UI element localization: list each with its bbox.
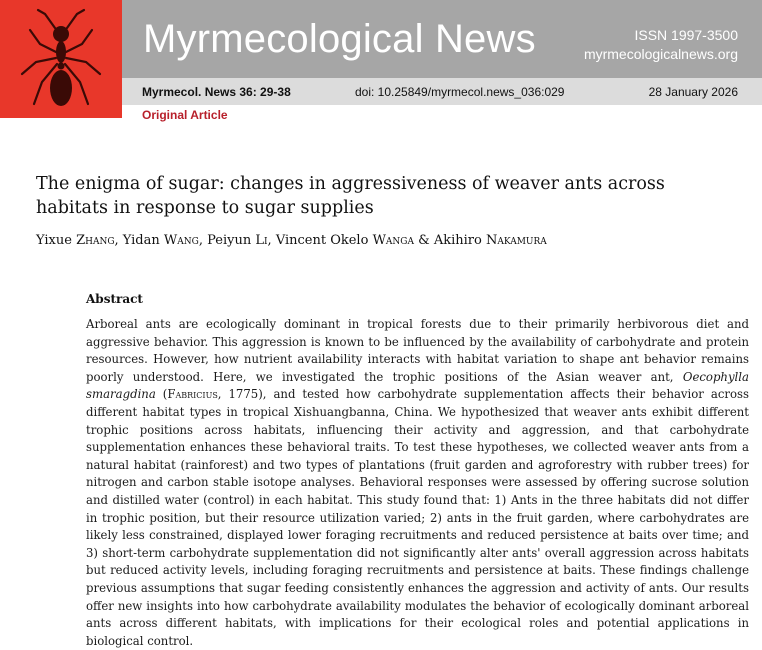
- article-title: The enigma of sugar: changes in aggressiveness of weaver ants across habitats in response to sugar supplies: [36, 174, 665, 218]
- issn: ISSN 1997-3500: [634, 27, 738, 43]
- author: Yidan Wang: [122, 233, 199, 248]
- author: Yixue Zhang: [36, 233, 115, 248]
- species-name: Oecophylla smaragdina: [86, 369, 749, 402]
- species-authority: Fabricius: [167, 387, 218, 402]
- abstract-heading: Abstract: [86, 292, 143, 306]
- author: Peiyun Li: [207, 233, 268, 248]
- journal-logo: [0, 0, 122, 118]
- author: Vincent Okelo Wanga: [275, 233, 414, 248]
- journal-name: Myrmecological News: [143, 17, 536, 61]
- author-list: Yixue Zhang, Yidan Wang, Peiyun Li, Vincent Okelo Wanga & Akihiro Nakamura: [36, 233, 547, 248]
- citation: Myrmecol. News 36: 29-38: [142, 85, 291, 99]
- article-type: Original Article: [142, 108, 228, 122]
- journal-website[interactable]: myrmecologicalnews.org: [583, 46, 738, 62]
- ant-logo-icon: [0, 0, 122, 118]
- citation-band: [122, 78, 762, 105]
- doi-link[interactable]: doi: 10.25849/myrmecol.news_036:029: [355, 85, 565, 99]
- abstract-text: Arboreal ants are ecologically dominant in tropical forests due to their primarily herbivorous diet and aggressive behavior. This aggression is known to be influenced by the availability of carbohydrate and protein resources. However, how nutrient availability interacts with habitat variation to shape ant behavior remains poorly understood. Here, we investigated the trophic positions of the Asian weaver ant, Oecophylla smaragdina (Fabricius, 1775), and tested how carbohydrate supplementation affects their behavior across different habitat types in tropical Xishuangbanna, China. We hypothesized that weaver ants exhibit different trophic positions across habitats, influencing their activity and aggression, and that carbohydrate supplementation enhances these behavioral traits. To test these hypotheses, we collected weaver ants from a natural habitat (rainforest) and two types of plantations (fruit garden and agroforestry with rubber trees) for nitrogen and carbon stable isotope analyses. Behavioral responses were assessed by offering sucrose solution and distilled water (control) in each habitat. This study found that: 1) Ants in the three habitats did not differ in trophic position, but their resource utilization varied; 2) ants in the fruit garden, where carbohydrates are likely less constrained, displayed lower foraging recruitments and reduced persistence at baits over time; and 3) short-term carbohydrate supplementation did not significantly alter ants' overall aggression across habitats but reduced activity levels, including foraging recruitments and persistence at baits. These findings challenge previous assumptions that sugar feeding consistently enhances the aggression and activity of ants. Our results offer new insights into how carbohydrate availability modulates the behavior of ecologically dominant arboreal ants across different habitats, with implications for their ecological roles and potential applications in biological control.: [86, 317, 749, 648]
- author: Akihiro Nakamura: [433, 233, 547, 248]
- journal-title-band: [122, 0, 762, 78]
- publication-date: 28 January 2026: [648, 85, 738, 99]
